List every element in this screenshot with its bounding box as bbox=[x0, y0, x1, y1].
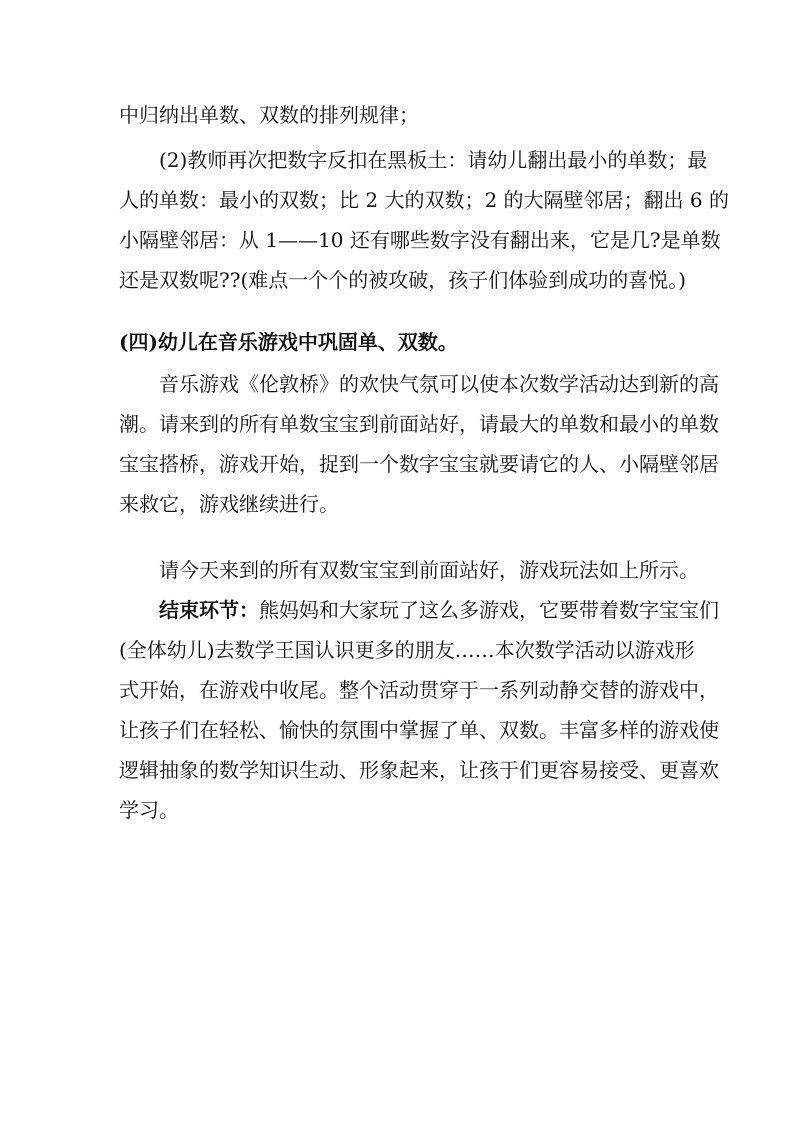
text-line: 宝宝搭桥，游戏开始，捉到一个数字宝宝就要请它的人、小隔壁邻居 bbox=[119, 452, 719, 476]
text-line: 小隔壁邻居：从 1——10 还有哪些数字没有翻出来，它是几?是单数 bbox=[119, 228, 721, 252]
text-line: 还是双数呢??(难点一个个的被攻破，孩子们体验到成功的喜悦。) bbox=[119, 268, 687, 292]
text-line: 请今天来到的所有双数宝宝到前面站好，游戏玩法如上所示。 bbox=[159, 558, 699, 582]
ending-first-line: 熊妈妈和大家玩了这么多游戏，它要带着数字宝宝们 bbox=[259, 598, 719, 622]
text-line bbox=[119, 590, 719, 630]
heading-text: (四)幼儿在音乐游戏中巩固单、双数。 bbox=[119, 330, 458, 354]
text-line: (全体幼儿)去数学王国认识更多的朋友……本次数学活动以游戏形 bbox=[119, 638, 695, 662]
text-line: (2)教师再次把数字反扣在黑板土：请幼儿翻出最小的单数；最 bbox=[159, 148, 708, 172]
text-line: 学习。 bbox=[119, 798, 179, 822]
text-line: 潮。请来到的所有单数宝宝到前面站好，请最大的单数和最小的单数 bbox=[119, 412, 719, 436]
paragraph-summary bbox=[119, 95, 679, 135]
text-line: 音乐游戏《伦敦桥》的欢快气氛可以使本次数学活动达到新的高 bbox=[159, 372, 719, 396]
text-line: 中归纳出单数、双数的排列规律； bbox=[119, 103, 419, 127]
paragraph-step-2 bbox=[119, 140, 729, 300]
section-heading-4 bbox=[119, 322, 679, 362]
text-line: 让孩子们在轻松、愉快的氛围中掌握了单、双数。丰富多样的游戏使 bbox=[119, 718, 719, 742]
ending-label: 结束环节： bbox=[159, 598, 259, 622]
text-line: 人的单数：最小的双数；比 2 大的双数；2 的大隔壁邻居；翻出 6 的 bbox=[119, 188, 729, 212]
paragraph-even-numbers bbox=[119, 550, 699, 590]
text-line: 来救它，游戏继续进行。 bbox=[119, 492, 339, 516]
paragraph-ending bbox=[119, 590, 719, 830]
text-line: 式开始，在游戏中收尾。整个活动贯穿于一系列动静交替的游戏中， bbox=[119, 678, 719, 702]
paragraph-music-game bbox=[119, 364, 719, 524]
text-line: 逻辑抽象的数学知识生动、形象起来，让孩于们更容易接受、更喜欢 bbox=[119, 758, 719, 782]
